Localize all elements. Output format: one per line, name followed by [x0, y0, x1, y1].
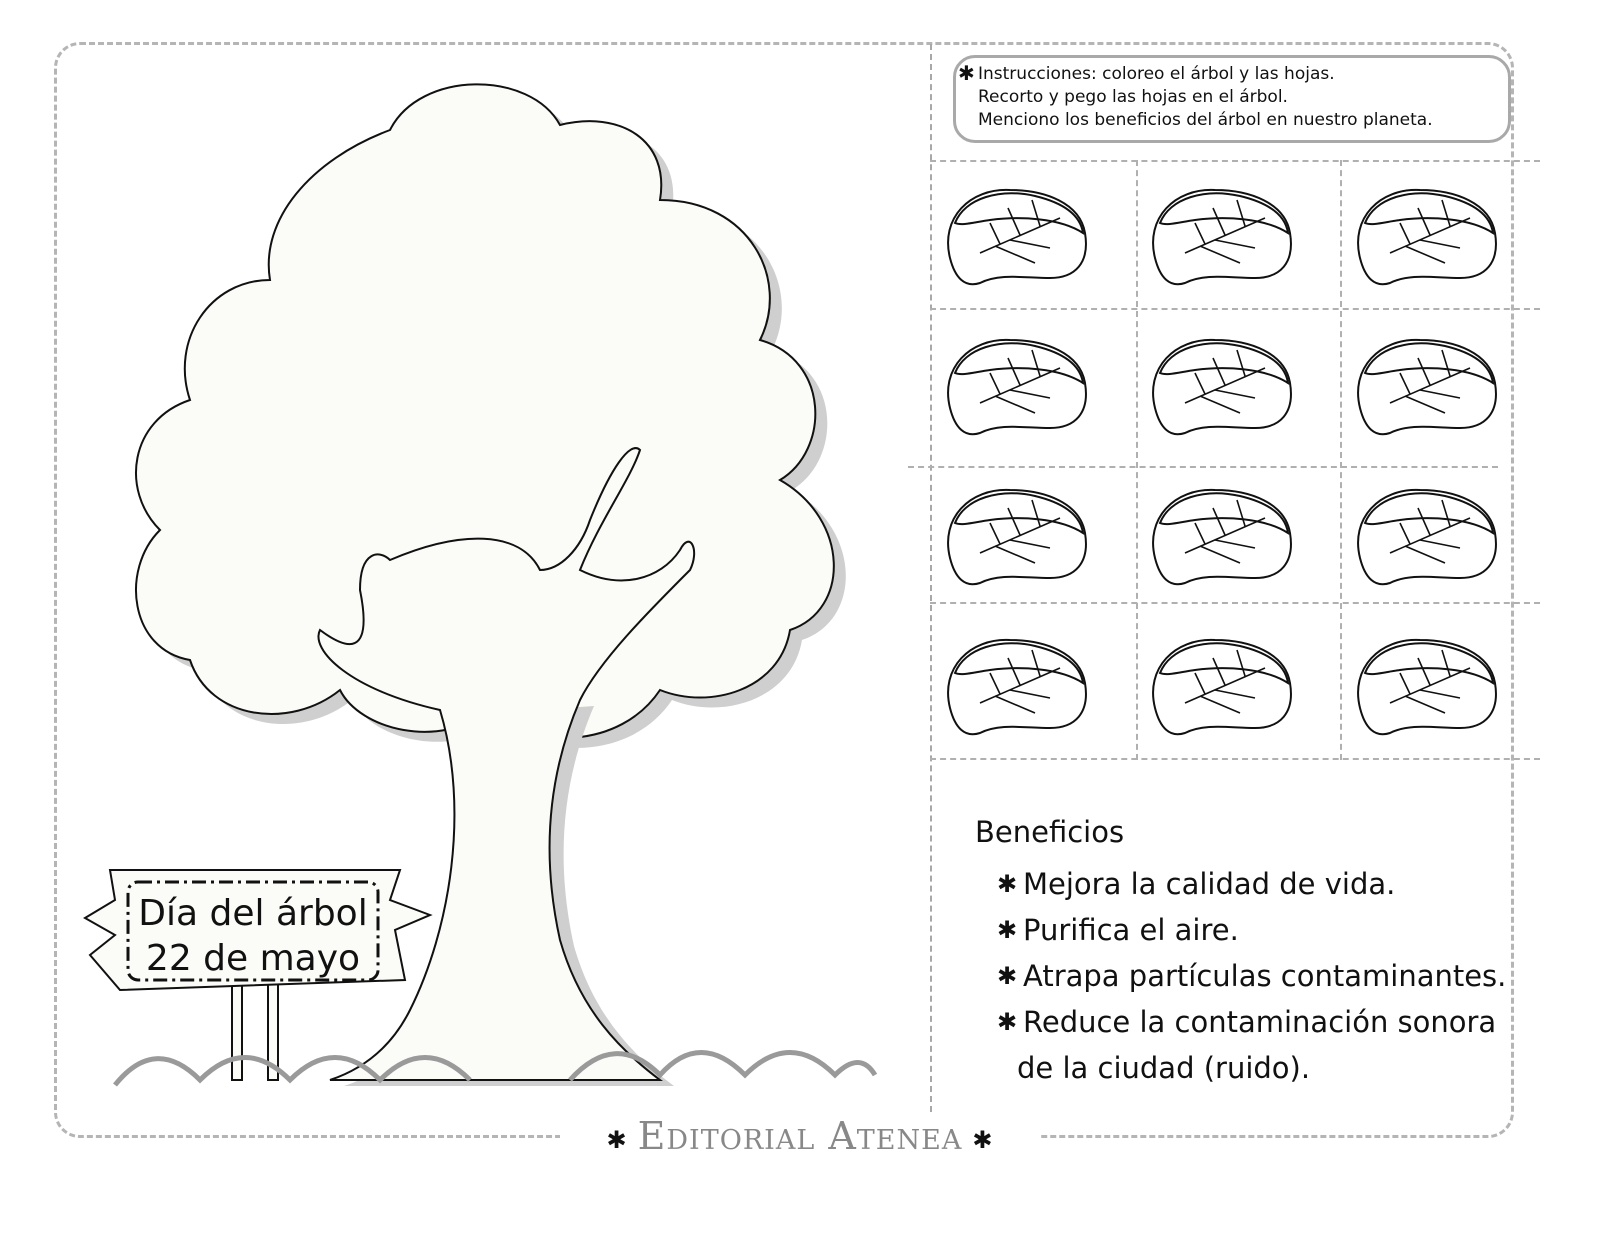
leaf-cutout	[1350, 628, 1500, 743]
leaf-icon	[1145, 328, 1295, 443]
benefits-list	[975, 861, 1575, 1091]
leaf-icon	[940, 328, 1090, 443]
leaf-cutout	[1350, 328, 1500, 443]
asterisk-icon: ✱	[997, 962, 1018, 990]
leaf-cutout	[940, 178, 1090, 293]
cut-line	[930, 160, 1540, 162]
benefits-title: Beneficios	[975, 815, 1125, 849]
cut-line	[1136, 160, 1138, 760]
list-item	[997, 861, 1575, 907]
star-icon: ✱	[972, 1125, 994, 1154]
leaf-icon	[940, 628, 1090, 743]
sign-line-2: 22 de mayo	[145, 938, 361, 979]
cut-line	[908, 466, 1498, 468]
asterisk-icon: ✱	[997, 1008, 1018, 1036]
instructions-line-1: Instrucciones: coloreo el árbol y las hojas.	[978, 64, 1335, 84]
benefit-text-continued: de la ciudad (ruido).	[1017, 1051, 1311, 1085]
leaf-cutout	[1145, 628, 1295, 743]
instructions-box	[953, 55, 1511, 143]
cut-line	[930, 758, 1540, 760]
asterisk-icon: ✱	[997, 870, 1018, 898]
tree-illustration	[60, 50, 920, 1130]
footer-brand	[560, 1112, 1040, 1160]
sign-line-1: Día del árbol	[138, 893, 368, 934]
brand-name: Editorial Atenea	[637, 1114, 963, 1158]
instructions-line-2: Recorto y pego las hojas en el árbol.	[978, 87, 1288, 107]
benefit-text: Purifica el aire.	[1023, 913, 1239, 947]
leaf-cutout	[940, 478, 1090, 593]
leaf-icon	[1350, 328, 1500, 443]
leaf-icon	[1350, 478, 1500, 593]
cut-line	[1340, 160, 1342, 760]
list-item	[997, 999, 1575, 1091]
leaf-cutout	[1350, 478, 1500, 593]
star-icon: ✱	[606, 1125, 628, 1154]
leaf-icon	[1350, 628, 1500, 743]
leaf-icon	[1145, 628, 1295, 743]
list-item	[997, 907, 1575, 953]
leaf-cutout	[940, 328, 1090, 443]
leaf-icon	[1145, 478, 1295, 593]
leaf-icon	[940, 478, 1090, 593]
benefits-section	[975, 815, 1575, 1091]
list-item	[997, 953, 1575, 999]
leaf-cutout	[1350, 178, 1500, 293]
benefit-text: Reduce la contaminación sonora	[1023, 1005, 1497, 1039]
leaf-icon	[940, 178, 1090, 293]
leaf-cutout	[1145, 178, 1295, 293]
asterisk-icon: ✱	[997, 916, 1018, 944]
leaf-cutout	[940, 628, 1090, 743]
benefit-text: Atrapa partículas contaminantes.	[1023, 959, 1507, 993]
leaf-cutout	[1145, 478, 1295, 593]
leaf-icon	[1145, 178, 1295, 293]
cut-line	[930, 602, 1540, 604]
leaf-cutout	[1145, 328, 1295, 443]
star-icon: ✱	[958, 61, 975, 85]
instructions-line-3: Menciono los beneficios del árbol en nuestro planeta.	[978, 110, 1433, 130]
benefit-text: Mejora la calidad de vida.	[1023, 867, 1396, 901]
tree-drawing	[60, 50, 920, 1130]
leaf-icon	[1350, 178, 1500, 293]
cut-line	[930, 308, 1540, 310]
